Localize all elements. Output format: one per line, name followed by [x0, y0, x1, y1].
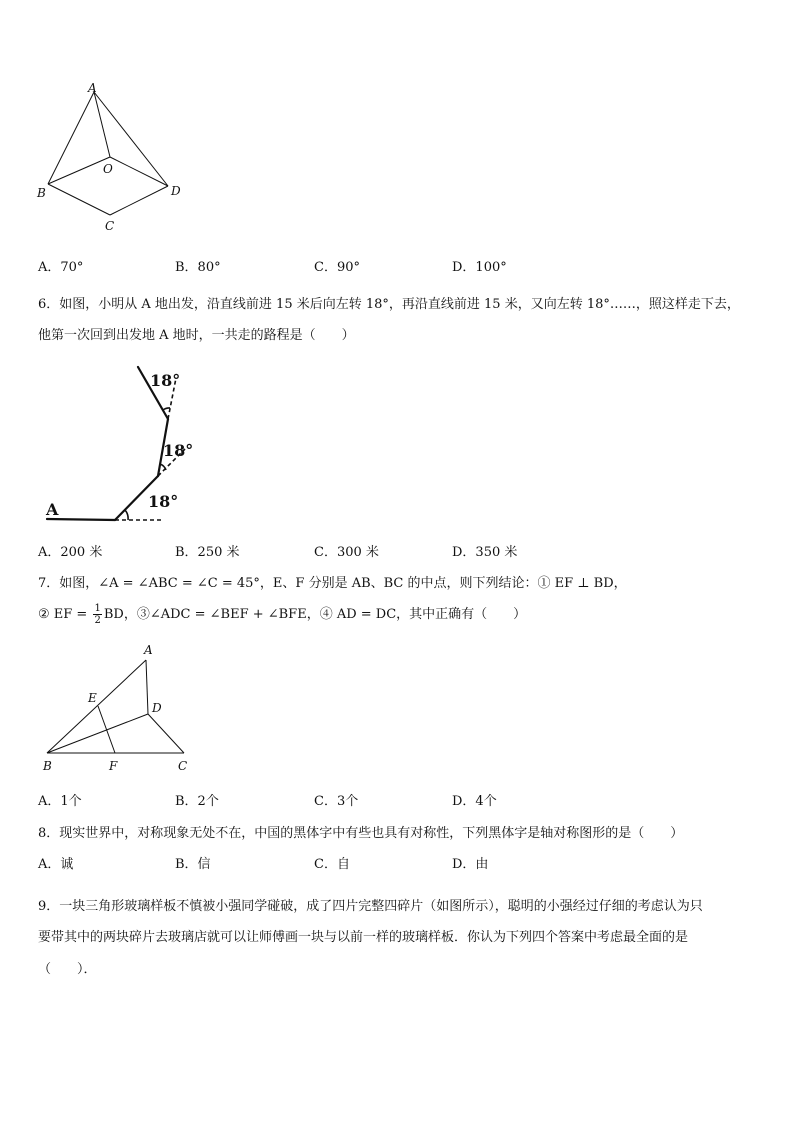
- q5-label-o: O: [103, 162, 113, 176]
- q6-text-line2: 他第一次回到出发地 A 地时，一共走的路程是（ ）: [38, 328, 355, 343]
- q7-option-c: C．3个: [314, 794, 359, 809]
- q7-option-b: B．2个: [175, 794, 219, 809]
- q5-options: [38, 256, 738, 276]
- q7-options: [38, 790, 738, 810]
- q5-option-d: D．100°: [452, 260, 507, 275]
- q5-option-c: C．90°: [314, 260, 360, 275]
- q5-label-b: B: [37, 186, 46, 200]
- q6-figure: [40, 364, 220, 529]
- q7-fraction: [93, 603, 101, 626]
- q9-text-line2: 要带其中的两块碎片去玻璃店就可以让师傅画一块与以前一样的玻璃样板．你认为下列四个答案中考虑最全面的是: [38, 930, 689, 945]
- q9-text-line3: （ ）．: [38, 962, 97, 977]
- q7-option-d: D．4个: [452, 794, 497, 809]
- q6-angle-label-1: 18°: [150, 371, 181, 390]
- q6-angle-label-2: 18°: [163, 441, 194, 460]
- q6-option-c: C．300 米: [314, 545, 379, 560]
- q7-figure: [38, 640, 198, 780]
- q7-frac-num: 1: [94, 603, 101, 614]
- q6-option-b: B．250 米: [175, 545, 240, 560]
- q6-angle-label-3: 18°: [148, 492, 179, 511]
- q5-figure: [30, 80, 200, 240]
- q7-text-line2: [38, 603, 526, 626]
- q5-label-a: A: [88, 81, 97, 95]
- q7-label-a: A: [144, 643, 153, 657]
- q6-text-line1: 6．如图，小明从 A 地出发，沿直线前进 15 米后向左转 18°，再沿直线前进 15 米，又向左转 18°……，照这样走下去，: [38, 297, 740, 312]
- q7-frac-den: 2: [94, 615, 101, 626]
- q6-options: [38, 541, 738, 561]
- q5-label-d: D: [171, 184, 181, 198]
- q6-point-a: A: [46, 500, 59, 519]
- q7-label-e: E: [88, 691, 97, 705]
- q7-line2-suffix: BD，③∠ADC = ∠BEF + ∠BFE，④ AD = DC，其中正确有（ ）: [103, 607, 527, 622]
- q7-label-b: B: [43, 759, 52, 773]
- q5-option-a: A．70°: [38, 260, 84, 275]
- q6-option-a: A．200 米: [38, 545, 103, 560]
- q8-option-d: D．由: [452, 857, 489, 872]
- q8-option-b: B．信: [175, 857, 211, 872]
- q8-option-c: C．自: [314, 857, 350, 872]
- q8-text: 8．现实世界中，对称现象无处不在，中国的黑体字中有些也具有对称性，下列黑体字是轴对称图形的是（ ）: [38, 826, 684, 841]
- q6-option-d: D．350 米: [452, 545, 518, 560]
- q7-label-d: D: [152, 701, 162, 715]
- q5-option-b: B．80°: [175, 260, 221, 275]
- q7-line2-prefix: ② EF =: [38, 607, 92, 622]
- q7-option-a: A．1个: [38, 794, 82, 809]
- q8-option-a: A．诚: [38, 857, 74, 872]
- q7-text-line1: 7．如图，∠A = ∠ABC = ∠C = 45°，E、F 分别是 AB、BC 的中点，则下列结论：① EF ⊥ BD，: [38, 576, 627, 591]
- q7-label-f: F: [109, 759, 118, 773]
- q8-options: [38, 853, 738, 873]
- q7-label-c: C: [178, 759, 188, 773]
- q9-text-line1: 9．一块三角形玻璃样板不慎被小强同学碰破，成了四片完整四碎片（如图所示），聪明的小强经过仔细的考虑认为只: [38, 899, 703, 914]
- q5-label-c: C: [105, 219, 115, 233]
